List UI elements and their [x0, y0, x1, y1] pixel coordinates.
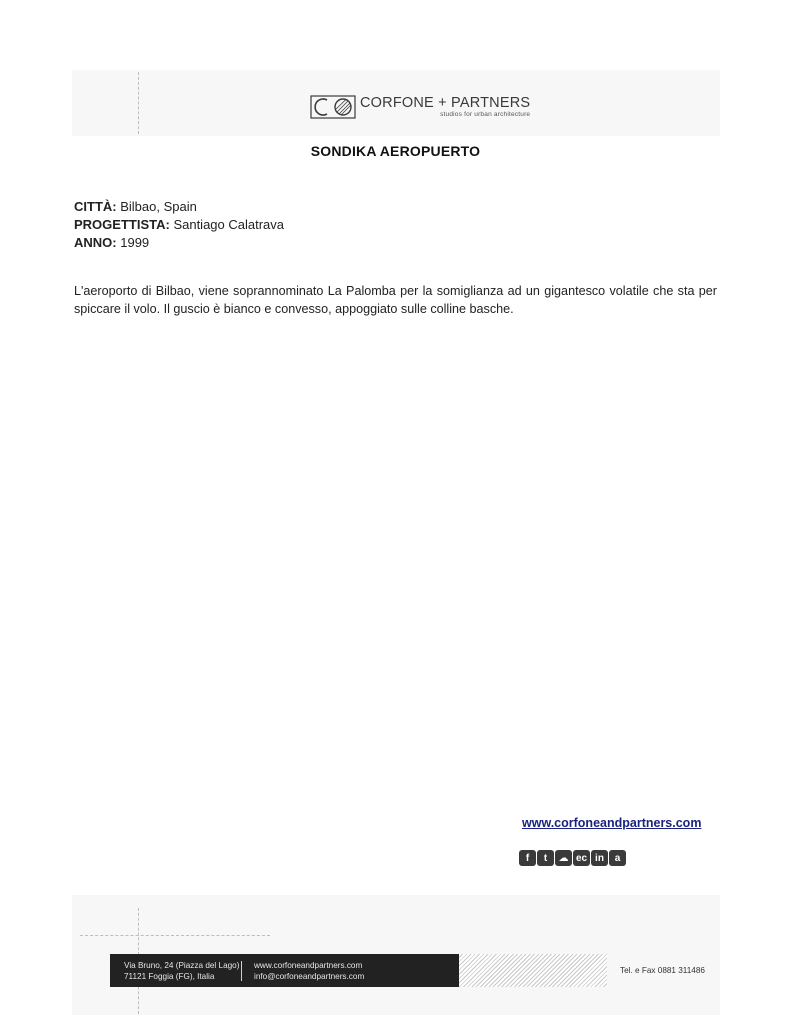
- blog-icon[interactable]: ☁: [555, 850, 572, 866]
- footer-divider: [241, 961, 242, 981]
- website-link[interactable]: www.corfoneandpartners.com: [522, 816, 702, 830]
- page-title: SONDIKA AEROPUERTO: [310, 143, 481, 159]
- footer-telephone: Tel. e Fax 0881 311486: [620, 966, 705, 975]
- twitter-icon[interactable]: t: [537, 850, 554, 866]
- city-value: Bilbao, Spain: [120, 199, 197, 214]
- designer-value: Santiago Calatrava: [173, 217, 285, 232]
- year-value: 1999: [120, 235, 150, 250]
- archilovers-icon[interactable]: a: [609, 850, 626, 866]
- brand-logo: [310, 94, 530, 120]
- designer-label: PROGETTISTA:: [74, 217, 170, 232]
- meta-row-designer: [74, 216, 284, 234]
- address-line-1: Via Bruno, 24 (Piazza del Lago): [124, 961, 240, 970]
- footer-contact-bar: [110, 954, 459, 987]
- city-label: CITTÀ:: [74, 199, 117, 214]
- meta-row-year: [74, 234, 284, 252]
- meta-row-city: [74, 198, 284, 216]
- ec-icon[interactable]: ec: [573, 850, 590, 866]
- social-icons: [519, 850, 626, 866]
- footer-hatch-decoration: [459, 954, 607, 987]
- footer-guide-line-horizontal: [80, 935, 270, 936]
- linkedin-icon[interactable]: in: [591, 850, 608, 866]
- footer-web-link[interactable]: www.corfoneandpartners.com: [254, 961, 363, 970]
- header-guide-line: [138, 72, 139, 134]
- year-label: ANNO:: [74, 235, 117, 250]
- brand-name: CORFONE + PARTNERS: [360, 94, 531, 111]
- footer-online: [254, 961, 364, 982]
- footer-address: [124, 961, 239, 982]
- project-meta: [74, 198, 284, 252]
- facebook-icon[interactable]: f: [519, 850, 536, 866]
- brand-tagline: studios for urban architecture: [440, 111, 531, 118]
- address-line-2: 71121 Foggia (FG), Italia: [124, 971, 215, 981]
- brand-mark-icon: [310, 95, 356, 119]
- footer-email-link[interactable]: info@corfoneandpartners.com: [254, 971, 365, 981]
- project-description: L'aeroporto di Bilbao, viene soprannominato La Palomba per la somiglianza ad un gigantesco volatile che sta per spiccare il volo. Il guscio è bianco e convesso, appoggiato sulle colline basche.: [74, 284, 717, 316]
